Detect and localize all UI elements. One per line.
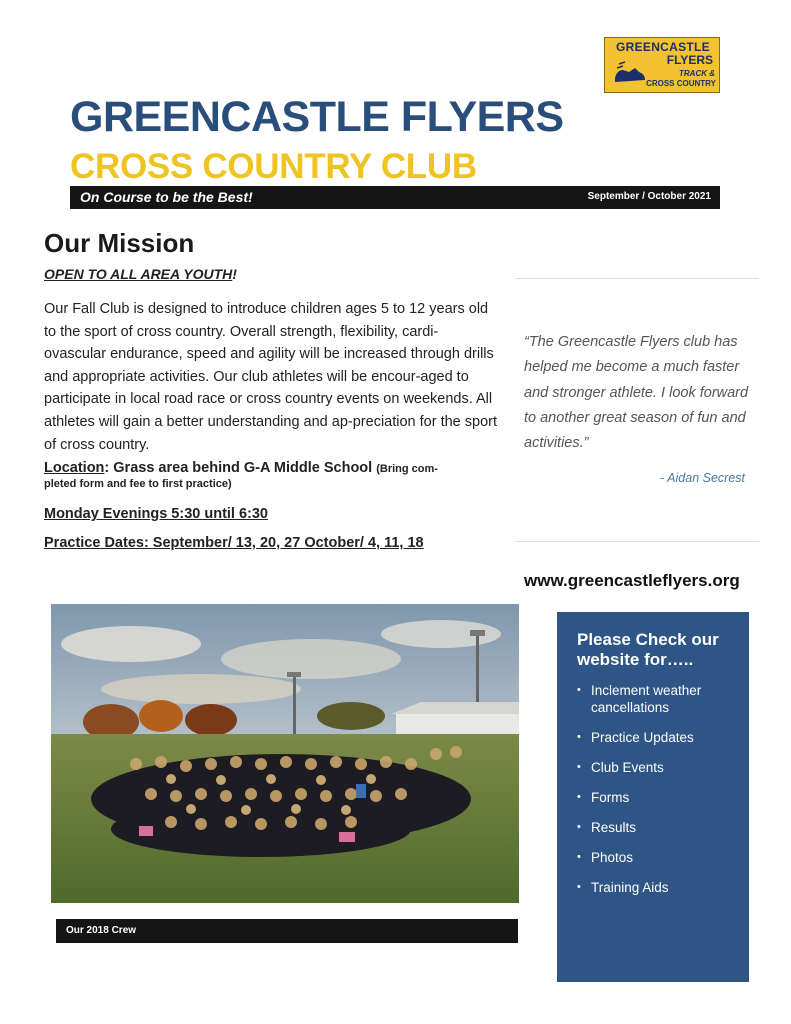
location-note-continued: pleted form and fee to first practice)	[44, 478, 232, 490]
issue-date: September / October 2021	[587, 191, 711, 202]
sidebar-item-practice-updates: • Practice Updates	[577, 729, 747, 746]
open-to-all-text: OPEN TO ALL AREA YOUTH	[44, 266, 233, 282]
running-shoe-icon	[613, 60, 647, 86]
club-logo	[604, 37, 720, 93]
logo-line-2: FLYERS	[666, 53, 713, 67]
sidebar-item-photos: • Photos	[577, 849, 747, 866]
sidebar-item-inclement-weather: • Inclement weather cancellations	[577, 682, 747, 716]
testimonial-quote: “The Greencastle Flyers club has helped me become a much faster and stronger athlete. I look forward to another great season of fun and activities.”	[524, 334, 749, 452]
page-subtitle: CROSS COUNTRY CLUB	[70, 147, 477, 186]
location-label: Location	[44, 460, 105, 476]
open-to-all-suffix: !	[232, 266, 237, 282]
page-title: GREENCASTLE FLYERS	[70, 93, 564, 141]
mission-body: Our Fall Club is designed to introduce children ages 5 to 12 years old to the sport of cross country. Overall strength, flexibility, cardi-ovascular endurance, speed and agility will be increased through drills and appropriate activities. Our club athletes will be encour-aged to participate in local road race or cross country events on weekends. All athletes will gain a better understanding and ap-preciation for the sport of cross country.	[44, 301, 498, 453]
mission-heading: Our Mission	[44, 228, 195, 258]
open-to-all-line	[44, 266, 237, 282]
group-photo	[51, 604, 519, 903]
testimonial-author: - Aidan Secrest	[660, 471, 745, 485]
location-value: : Grass area behind G-A Middle School	[104, 460, 373, 476]
photo-caption-bar	[56, 919, 518, 943]
website-info-sidebar	[557, 612, 749, 982]
website-link[interactable]: www.greencastleflyers.org	[524, 571, 740, 590]
logo-line-3: TRACK &	[679, 69, 715, 78]
header-banner	[70, 186, 720, 209]
logo-line-4: CROSS COUNTRY	[646, 79, 716, 88]
sidebar-item-training-aids: • Training Aids	[577, 879, 747, 896]
location-line	[44, 460, 438, 476]
photo-caption: Our 2018 Crew	[66, 925, 137, 936]
divider	[515, 278, 759, 279]
sidebar-item-club-events: • Club Events	[577, 759, 747, 776]
sidebar-heading: Please Check our website for…..	[577, 630, 719, 669]
tagline: On Course to be the Best!	[80, 189, 253, 205]
practice-dates-line: Practice Dates: September/ 13, 20, 27 October/ 4, 11, 18	[44, 535, 424, 551]
divider	[515, 541, 759, 542]
logo-line-1: GREENCASTLE	[616, 40, 710, 54]
group-photo-illustration	[51, 604, 519, 903]
schedule-line: Monday Evenings 5:30 until 6:30	[44, 506, 268, 522]
sidebar-item-results: • Results	[577, 819, 747, 836]
location-note: (Bring com-	[376, 463, 438, 475]
sidebar-item-forms: • Forms	[577, 789, 747, 806]
sidebar-list	[577, 682, 747, 909]
